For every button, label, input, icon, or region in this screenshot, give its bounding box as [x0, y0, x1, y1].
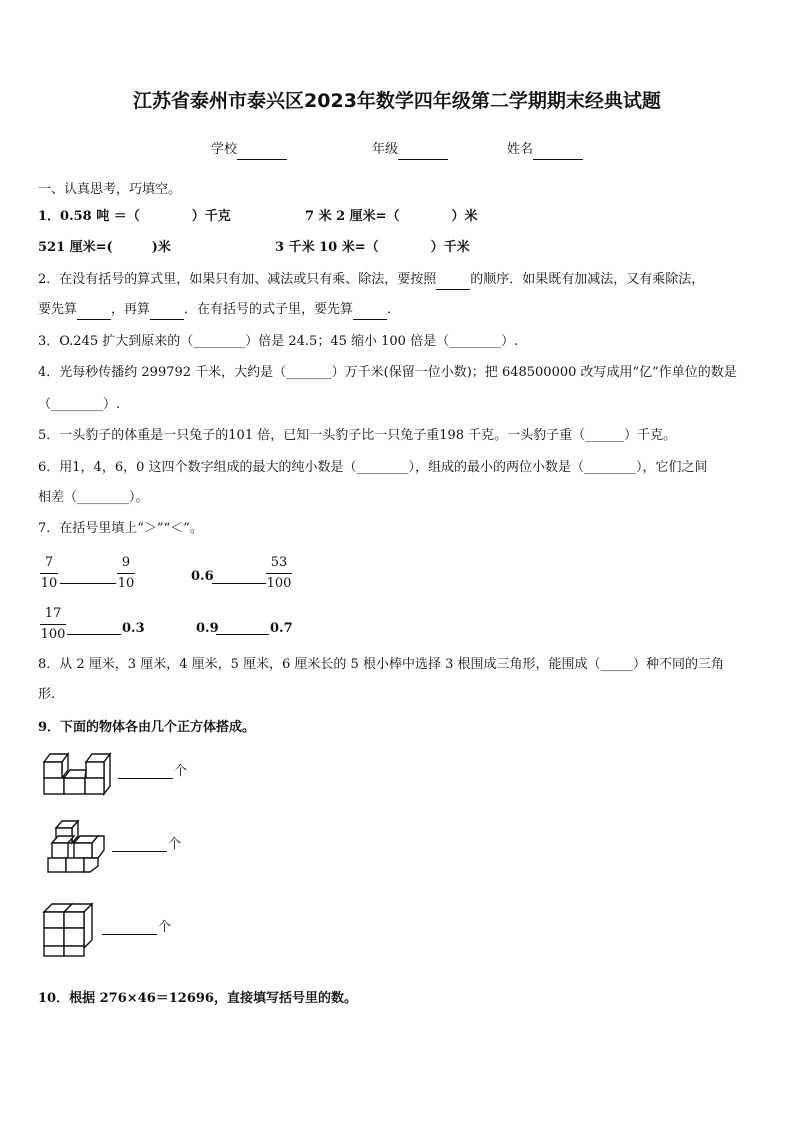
q2-blank-4[interactable] — [353, 301, 387, 320]
q2-line2 — [38, 301, 400, 320]
school-label: 学校 — [211, 142, 238, 157]
q1-b: 7 米 2 厘米=（ ）米 — [305, 209, 478, 224]
grade-blank[interactable] — [398, 141, 448, 160]
fraction-numerator: 17 — [44, 606, 62, 621]
fraction-numerator: 53 — [270, 555, 288, 570]
grade-field — [372, 141, 448, 160]
q2-text-4: ，再算 — [111, 302, 151, 317]
name-field — [507, 141, 583, 160]
q3: 3．O.245 扩大到原来的（________）倍是 24.5；45 缩小 100 倍是（________）. — [38, 334, 519, 349]
cube-figure-2 — [46, 818, 108, 874]
unit-fig3: 个 — [158, 920, 172, 935]
value-0.7: 0.7 — [270, 621, 293, 636]
name-blank[interactable] — [533, 141, 583, 160]
compare-blank-1[interactable] — [60, 583, 116, 584]
q1-d: 3 千米 10 米=（ ）千米 — [275, 240, 470, 255]
q1-a: 1．0.58 吨 ＝（ ）千克 — [38, 209, 231, 224]
fraction-denominator: 100 — [40, 627, 66, 642]
fraction-17-100 — [40, 606, 66, 643]
grade-label: 年级 — [372, 142, 399, 157]
fraction-numerator: 7 — [44, 555, 54, 570]
page-title: 江苏省泰州市泰兴区2023年数学四年级第二学期期末经典试题 — [133, 90, 661, 112]
q1-c: 521 厘米=( )米 — [38, 240, 171, 255]
q2-text-2: 的顺序．如果既有加减法，又有乘除法， — [470, 272, 705, 287]
fraction-numerator: 9 — [121, 555, 131, 570]
fraction-denominator: 10 — [117, 576, 135, 591]
q2-blank-1[interactable] — [436, 271, 470, 290]
fraction-53-100 — [266, 555, 292, 592]
cube-figure-1 — [42, 748, 114, 796]
name-label: 姓名 — [507, 142, 534, 157]
compare-blank-4[interactable] — [216, 634, 269, 635]
q2-text-3: 要先算 — [38, 302, 78, 317]
q10: 10．根据 276×46＝12696，直接填写括号里的数。 — [38, 991, 357, 1006]
value-0.9: 0.9 — [196, 621, 219, 636]
fraction-denominator: 10 — [40, 576, 58, 591]
q2-text-6: ． — [387, 302, 401, 317]
answer-blank-fig1[interactable] — [118, 778, 173, 779]
school-blank[interactable] — [237, 141, 287, 160]
section-heading: 一、认真思考，巧填空。 — [38, 182, 182, 197]
compare-blank-3[interactable] — [67, 634, 121, 635]
cube-figure-3 — [42, 902, 100, 958]
q8-line2: 形. — [38, 687, 56, 702]
school-field — [211, 141, 287, 160]
q9: 9．下面的物体各由几个正方体搭成。 — [38, 720, 256, 735]
value-0.6: 0.6 — [191, 569, 214, 584]
q7: 7．在括号里填上“＞”“＜”。 — [38, 521, 203, 536]
q8-line1: 8．从 2 厘米，3 厘米，4 厘米，5 厘米，6 厘米长的 5 根小棒中选择 3 根围成三角形，能围成（_____）种不同的三角 — [38, 657, 724, 672]
q5: 5．一头豹子的体重是一只兔子的101 倍，已知一头豹子比一只兔子重198 千克。一头豹子重（______）千克。 — [38, 428, 677, 443]
fraction-denominator: 100 — [266, 576, 292, 591]
q4-line2: （________）. — [38, 397, 121, 412]
unit-fig2: 个 — [168, 837, 182, 852]
answer-blank-fig3[interactable] — [102, 934, 157, 935]
q2-blank-2[interactable] — [77, 301, 111, 320]
fraction-7-10 — [40, 555, 58, 592]
fraction-9-10 — [117, 555, 135, 592]
q4-line1: 4．光每秒传播约 299792 千米，大约是（_______）万千米(保留一位小数)；把 648500000 改写成用“亿”作单位的数是 — [38, 365, 737, 380]
q6-line2: 相差（________）。 — [38, 490, 149, 505]
unit-fig1: 个 — [174, 764, 188, 779]
q2-line1 — [38, 271, 704, 290]
q2-blank-3[interactable] — [150, 301, 184, 320]
q6-line1: 6．用1，4，6，0 这四个数字组成的最大的纯小数是（________），组成的最小的两位小数是（________），它们之间 — [38, 460, 708, 475]
value-0.3: 0.3 — [122, 621, 145, 636]
q2-text-1: 2．在没有括号的算式里，如果只有加、减法或只有乘、除法，要按照 — [38, 272, 437, 287]
answer-blank-fig2[interactable] — [112, 851, 167, 852]
compare-blank-2[interactable] — [212, 583, 266, 584]
q2-text-5: ．在有括号的式子里，要先算 — [184, 302, 354, 317]
